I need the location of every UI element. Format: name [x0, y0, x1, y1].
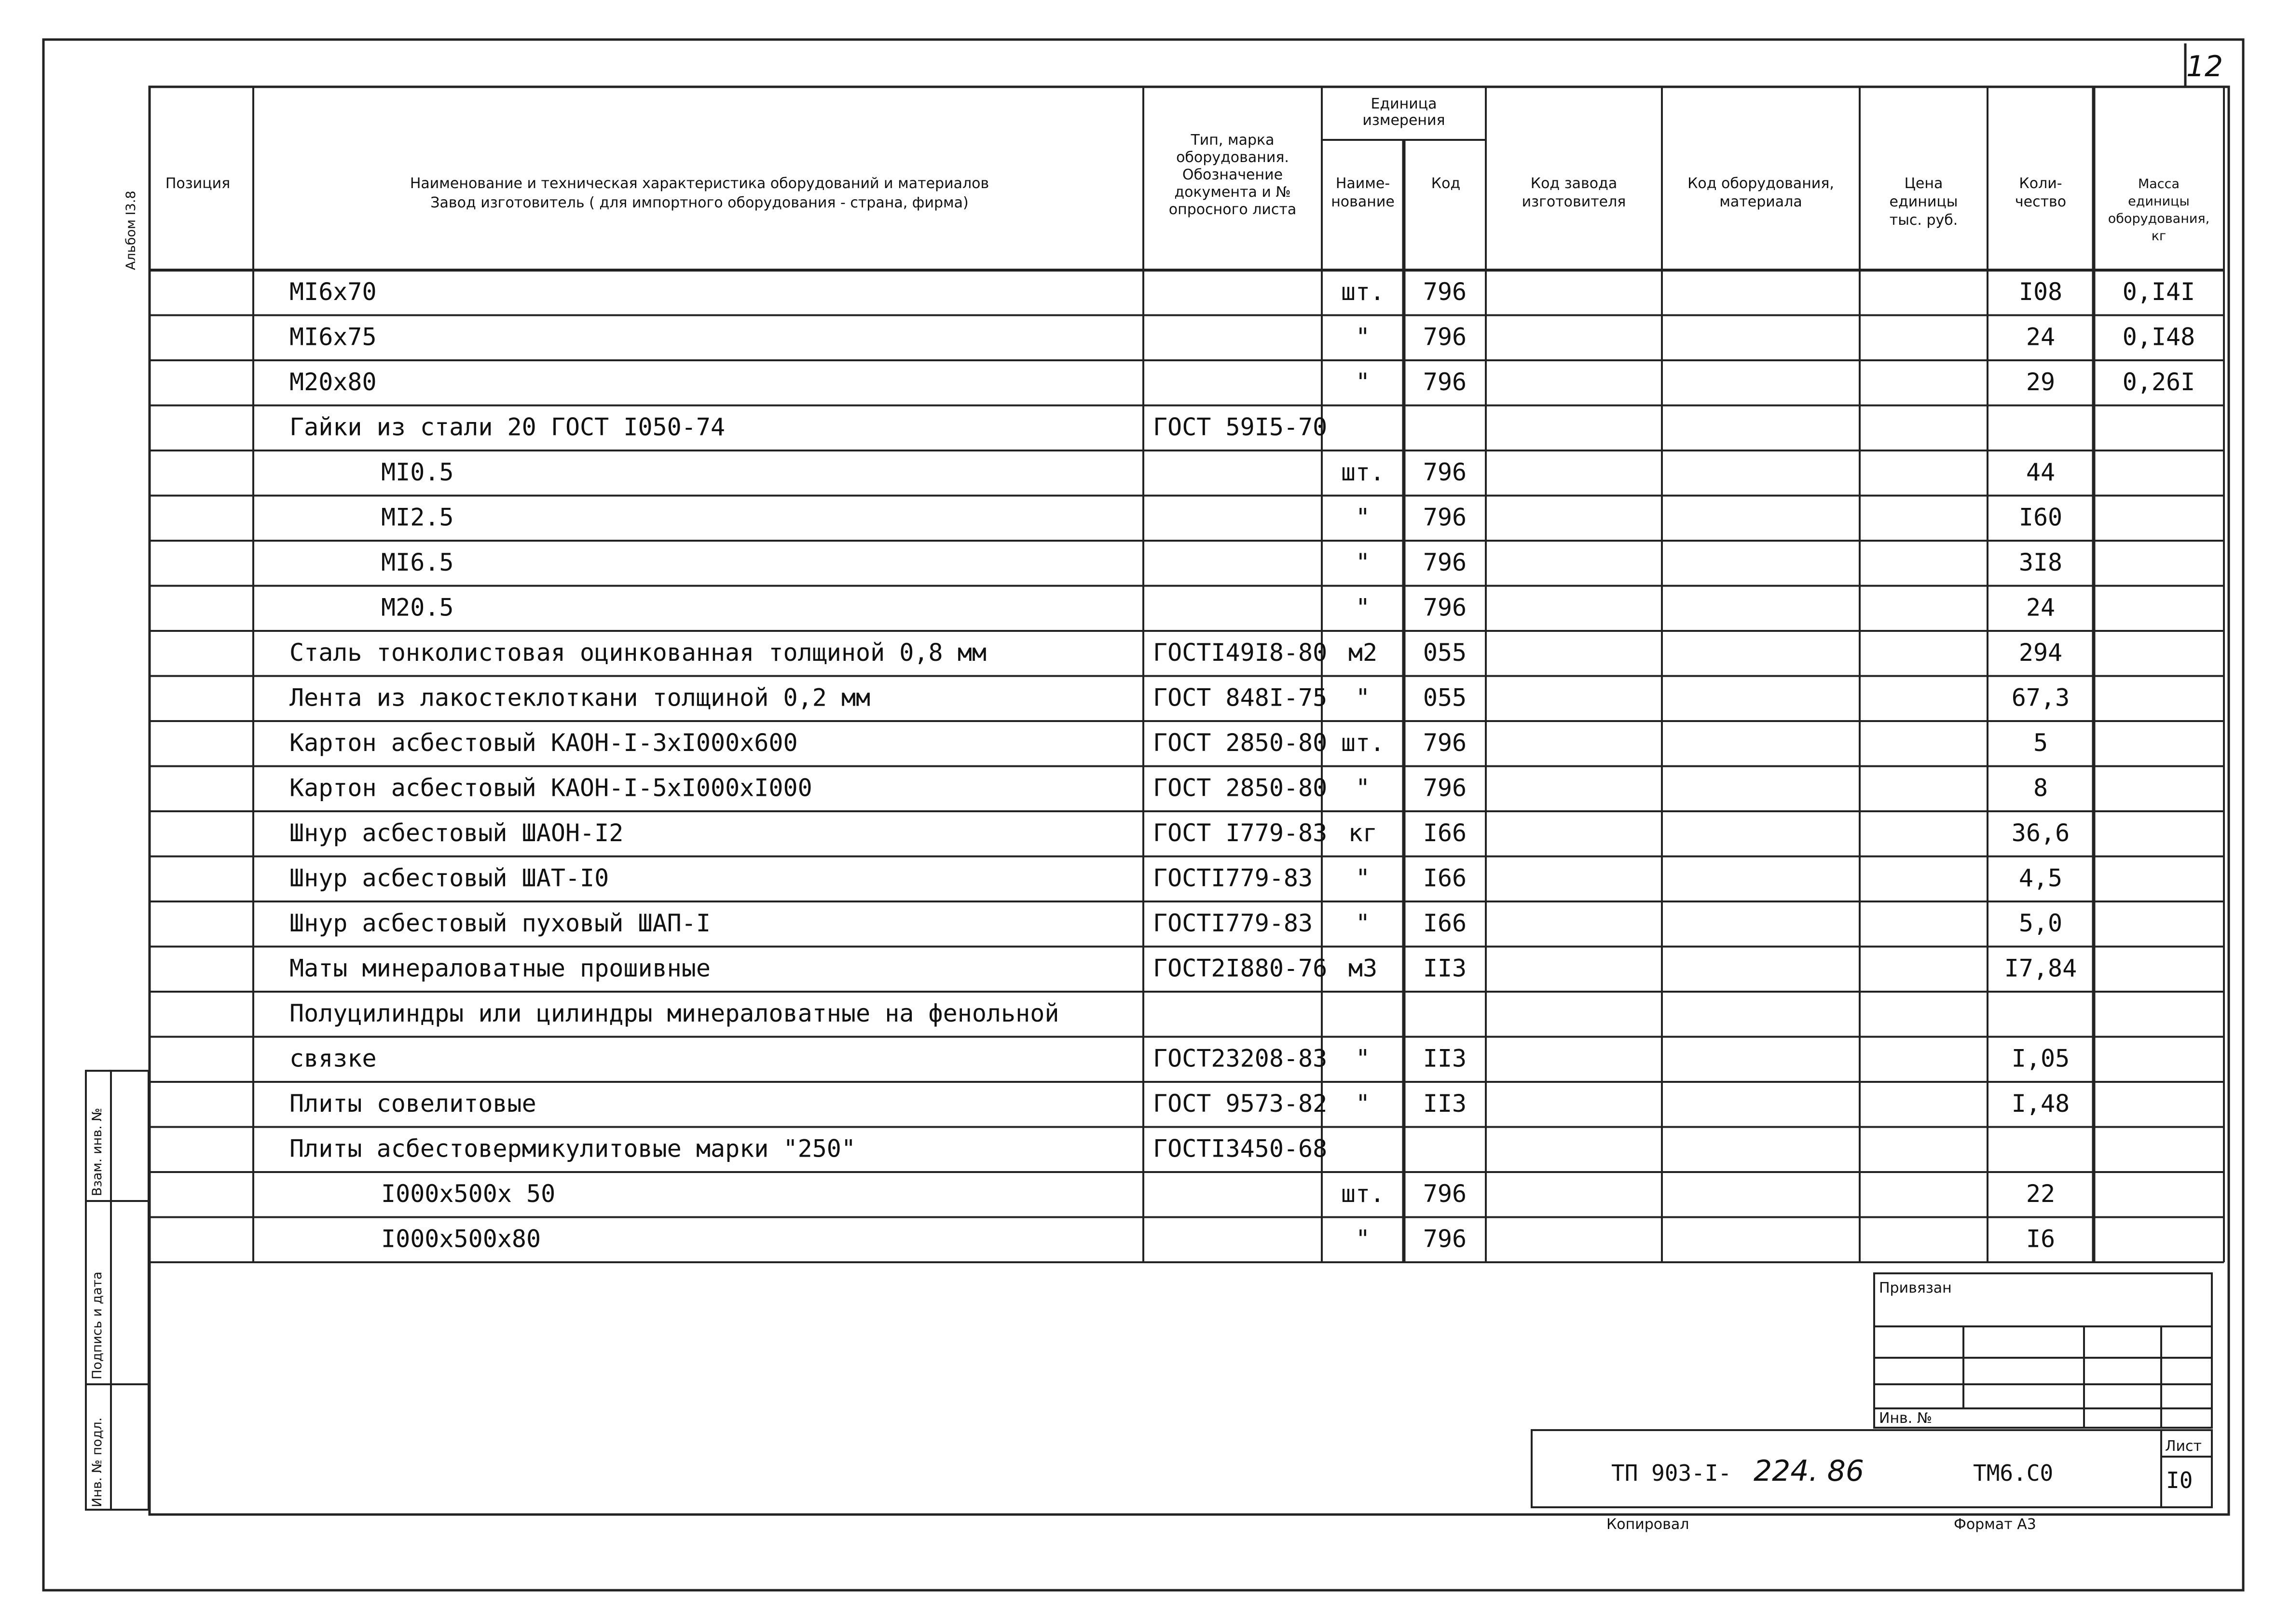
item-unit-code: 796: [1423, 774, 1467, 802]
header-plant-code-line: Код завода: [1530, 175, 1618, 192]
item-unit-code: 055: [1423, 639, 1467, 667]
item-name: Шнур асбестовый ШАОН-I2: [289, 819, 624, 847]
header-mass-line: Масса: [2138, 177, 2180, 191]
item-name: Картон асбестовый КАОН-I-5xI000xI000: [289, 774, 812, 802]
item-mass: 0,I48: [2122, 323, 2195, 351]
item-unit-code: 796: [1423, 323, 1467, 351]
item-quantity: 44: [2026, 458, 2056, 486]
sheet-number: 12: [2186, 50, 2223, 83]
item-unit-code: 796: [1423, 593, 1467, 622]
table-row: [381, 1225, 2055, 1253]
item-unit: ": [1355, 864, 1371, 892]
item-name: связке: [289, 1044, 377, 1073]
header-mass-line: оборудования,: [2108, 211, 2210, 226]
table-row: [289, 1045, 2070, 1073]
header-price-line: Цена: [1904, 175, 1943, 192]
item-mass: 0,I4I: [2122, 278, 2195, 306]
doc-code: ТМ6.С0: [1973, 1460, 2054, 1486]
item-unit-code: I66: [1423, 909, 1467, 937]
doc-prefix: ТП 903-I-: [1611, 1460, 1732, 1486]
header-type-mark-line: оборудования.: [1176, 149, 1289, 166]
item-name: M20.5: [381, 593, 454, 622]
item-quantity: 3I8: [2018, 548, 2063, 576]
item-unit-code: 796: [1423, 548, 1467, 576]
item-quantity: 22: [2026, 1180, 2056, 1208]
table-row: [289, 368, 2195, 396]
table-row: [289, 278, 2195, 306]
side-vzam: Взам. инв. №: [90, 1107, 105, 1196]
header-plant-code-line: изготовителя: [1522, 193, 1626, 210]
header-mass-line: единицы: [2128, 194, 2190, 209]
item-document: ГОСТ 59I5-70: [1153, 413, 1328, 441]
item-unit-code: 796: [1423, 729, 1467, 757]
header-type-mark-line: Обозначение: [1182, 166, 1283, 183]
item-unit-code: I66: [1423, 864, 1467, 892]
item-unit-code: 796: [1423, 1225, 1467, 1253]
header-equipment-code-line: материала: [1719, 193, 1802, 210]
item-unit-code: 796: [1423, 1180, 1467, 1208]
header-unit-name-line: Наиме-: [1335, 175, 1390, 192]
privyazan-label: Привязан: [1879, 1280, 1952, 1296]
item-mass: 0,26I: [2122, 368, 2195, 396]
item-quantity: 8: [2033, 774, 2048, 802]
header-name-line1: Наименование и техническая характеристика оборудований и материалов: [410, 175, 989, 192]
item-unit: шт.: [1341, 1180, 1385, 1208]
header-unit-line: измерения: [1362, 112, 1445, 129]
header-mass: [2108, 177, 2209, 244]
table-row: [289, 323, 2195, 351]
header-price-line: тыс. руб.: [1889, 212, 1958, 229]
header-equipment-code-line: Код оборудования,: [1687, 175, 1834, 192]
item-name: I000x500x80: [381, 1225, 541, 1253]
item-name: Картон асбестовый КАОН-I-3xI000x600: [289, 729, 798, 757]
item-name: Сталь тонколистовая оцинкованная толщиной 0,8 мм: [289, 639, 987, 667]
table-row: [289, 729, 2048, 757]
item-quantity: I6: [2026, 1225, 2056, 1253]
item-quantity: 24: [2026, 323, 2056, 351]
header-price-line: единицы: [1889, 193, 1958, 210]
item-quantity: I60: [2018, 503, 2063, 532]
item-unit: шт.: [1341, 278, 1385, 306]
item-document: ГОСТ 2850-80: [1153, 774, 1328, 802]
item-unit: м3: [1348, 954, 1378, 983]
header-quantity-line: чество: [2015, 193, 2067, 210]
item-name: Плиты асбестовермикулитовые марки "250": [289, 1134, 856, 1163]
item-unit-code: II3: [1423, 1090, 1467, 1118]
item-unit: м2: [1348, 639, 1378, 667]
header-name-line2: Завод изготовитель ( для импортного оборудования - страна, фирма): [430, 194, 969, 211]
header-unit-line: Единица: [1371, 96, 1437, 112]
item-unit-code: I66: [1423, 819, 1467, 847]
item-name: Маты минераловатные прошивные: [289, 954, 711, 983]
item-quantity: 24: [2026, 593, 2056, 622]
table-row: [289, 639, 2062, 667]
table-column-lines: [253, 87, 2224, 1262]
side-inv: Инв. № подл.: [90, 1417, 105, 1507]
item-quantity: I7,84: [2004, 954, 2077, 983]
item-name: MI2.5: [381, 503, 454, 532]
header-mass-line: кг: [2151, 229, 2167, 244]
list-value: I0: [2166, 1467, 2193, 1493]
item-unit: ": [1355, 503, 1371, 532]
item-quantity: I08: [2018, 278, 2063, 306]
header-type-mark: [1169, 132, 1297, 218]
item-quantity: 67,3: [2011, 683, 2070, 712]
item-quantity: I,05: [2011, 1044, 2070, 1073]
item-document: ГОСТ 2850-80: [1153, 729, 1328, 757]
item-quantity: 5: [2033, 729, 2048, 757]
table-row: [381, 504, 2062, 532]
item-unit-code: II3: [1423, 1044, 1467, 1073]
table-row: [289, 864, 2062, 892]
item-unit-code: 796: [1423, 458, 1467, 486]
header-quantity: [2015, 175, 2066, 210]
album-label: Альбом I3.8: [123, 191, 138, 270]
format-label: Формат А3: [1954, 1516, 2036, 1533]
item-name: I000x500x 50: [381, 1180, 556, 1208]
item-name: Плиты совелитовые: [289, 1090, 536, 1118]
table-row: [289, 684, 2070, 712]
item-quantity: 5,0: [2018, 909, 2063, 937]
item-document: ГОСТ 9573-82: [1153, 1090, 1328, 1118]
header-unit: [1362, 96, 1445, 129]
item-unit-code: 055: [1423, 683, 1467, 712]
item-unit: ": [1355, 1225, 1371, 1253]
item-quantity: 294: [2018, 639, 2063, 667]
item-unit: шт.: [1341, 458, 1385, 486]
item-document: ГОСТ2I880-76: [1153, 954, 1328, 983]
kopiroval-label: Копировал: [1606, 1516, 1689, 1533]
item-unit: ": [1355, 593, 1371, 622]
item-name: Лента из лакостеклоткани толщиной 0,2 мм: [289, 683, 871, 712]
item-document: ГОСТI49I8-80: [1153, 639, 1328, 667]
table-row: [289, 413, 1327, 441]
item-unit: ": [1355, 548, 1371, 576]
header-type-mark-line: Тип, марка: [1191, 132, 1275, 149]
item-unit-code: 796: [1423, 278, 1467, 306]
item-name: MI6x70: [289, 278, 377, 306]
item-unit: кг: [1348, 819, 1378, 847]
table-header: [165, 96, 2209, 244]
item-name: Шнур асбестовый ШАТ-I0: [289, 864, 609, 892]
item-unit-code: 796: [1423, 503, 1467, 532]
item-quantity: 4,5: [2018, 864, 2063, 892]
item-unit: ": [1355, 1044, 1371, 1073]
table-row: [289, 999, 1059, 1027]
item-name: M20x80: [289, 368, 377, 396]
table-row: [289, 1135, 1327, 1163]
table-row: [381, 594, 2055, 622]
item-name: MI6.5: [381, 548, 454, 576]
item-unit: ": [1355, 1090, 1371, 1118]
doc-handwritten-number: 224. 86: [1754, 1454, 1865, 1488]
header-type-mark-line: документа и №: [1174, 184, 1291, 201]
table-row: [381, 458, 2055, 486]
table-row: [289, 955, 2077, 983]
table-row: [289, 819, 2070, 847]
side-podpis: Подпись и дата: [90, 1271, 105, 1379]
table-row: [381, 548, 2062, 576]
item-unit: ": [1355, 774, 1371, 802]
list-label: Лист: [2165, 1438, 2202, 1455]
header-unit-name: [1331, 175, 1395, 210]
item-quantity: 29: [2026, 368, 2056, 396]
item-unit-code: 796: [1423, 368, 1467, 396]
inv-no-label: Инв. №: [1879, 1410, 1933, 1427]
item-document: ГОСТ I779-83: [1153, 819, 1328, 847]
item-name: MI0.5: [381, 458, 454, 486]
item-name: Шнур асбестовый пуховый ШАП-I: [289, 909, 711, 937]
header-equipment-code: [1687, 175, 1834, 210]
header-quantity-line: Коли-: [2019, 175, 2062, 192]
header-unit-code: Код: [1431, 175, 1461, 192]
item-unit: ": [1355, 323, 1371, 351]
item-unit: ": [1355, 909, 1371, 937]
item-unit: ": [1355, 368, 1371, 396]
item-unit: шт.: [1341, 729, 1385, 757]
item-document: ГОСТI3450-68: [1153, 1134, 1328, 1163]
header-plant-code: [1522, 175, 1626, 210]
item-document: ГОСТI779-83: [1153, 909, 1313, 937]
item-quantity: 36,6: [2011, 819, 2070, 847]
item-name: Полуцилиндры или цилиндры минераловатные на фенольной: [289, 999, 1059, 1027]
header-type-mark-line: опросного листа: [1168, 201, 1297, 218]
item-unit: ": [1355, 683, 1371, 712]
header-unit-name-line: нование: [1331, 193, 1395, 210]
item-quantity: I,48: [2011, 1090, 2070, 1118]
item-unit-code: II3: [1423, 954, 1467, 983]
item-name: MI6x75: [289, 323, 377, 351]
item-document: ГОСТ 848I-75: [1153, 683, 1328, 712]
item-name: Гайки из стали 20 ГОСТ I050-74: [289, 413, 726, 441]
table-row: [289, 774, 2048, 802]
table-row: [289, 909, 2062, 937]
item-document: ГОСТI779-83: [1153, 864, 1313, 892]
table-row: [289, 1090, 2070, 1118]
item-document: ГОСТ23208-83: [1153, 1044, 1328, 1073]
header-position: Позиция: [165, 175, 231, 192]
table-row: [381, 1180, 2055, 1208]
header-price: [1890, 175, 1958, 229]
